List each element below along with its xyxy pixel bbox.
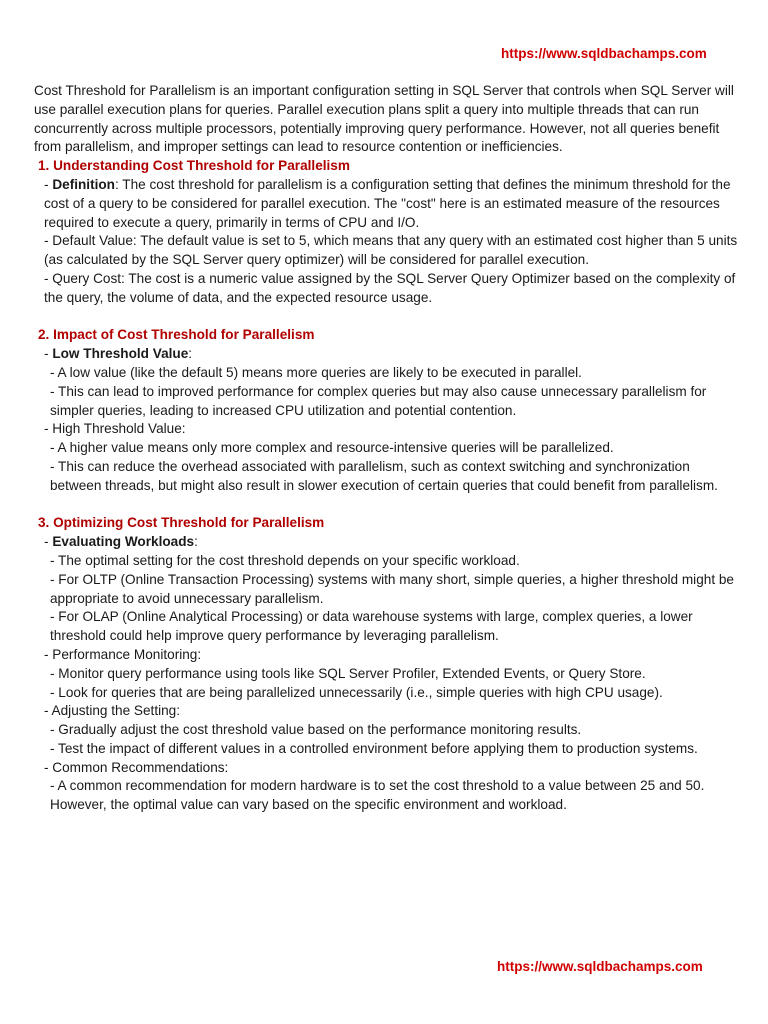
header-url-link[interactable]: https://www.sqldbachamps.com [501, 46, 707, 61]
section-understanding [34, 157, 738, 307]
section-impact [34, 326, 738, 495]
list-item: - For OLAP (Online Analytical Processing) or data warehouse systems with large, complex queries, a lower threshold could help improve query performance by leveraging parallelism. [50, 609, 693, 644]
adjusting-setting-label: - Adjusting the Setting: [44, 703, 181, 719]
list-item: - A higher value means only more complex and resource-intensive queries will be parallelized. [50, 440, 614, 456]
document-body [34, 82, 738, 834]
intro-paragraph: Cost Threshold for Parallelism is an important configuration setting in SQL Server that controls when SQL Server will use parallel execution plans for queries. Parallel execution plans split a query into multiple threads that can run concurrently across multiple processors, potentially improving query performance. However, not all queries benefit from parallelism, and improper settings can lead to resource contention or inefficiencies. [34, 83, 734, 155]
definition-text: : The cost threshold for parallelism is a configuration setting that defines the minimum threshold for the cost of a query to be considered for parallel execution. The "cost" here is an estimated measure of the resources required to execute a query, primarily in terms of CPU and I/O. [44, 176, 731, 230]
section-3-heading: 3. Optimizing Cost Threshold for Parallelism [38, 515, 325, 531]
list-item: - A low value (like the default 5) means more queries are likely to be executed in parallel. [50, 364, 582, 380]
definition-term: Definition [52, 176, 115, 192]
evaluating-workloads-term: Evaluating Workloads [52, 534, 195, 550]
list-item: - Look for queries that are being parallelized unnecessarily (i.e., simple queries with high CPU usage). [50, 684, 663, 700]
low-threshold-label: - Low Threshold Value: [44, 346, 193, 362]
low-threshold-term: Low Threshold Value [52, 346, 189, 362]
list-item: - This can reduce the overhead associated with parallelism, such as context switching and synchronization between threads, but might also result in slower execution of certain queries that could benefit from parallelism. [50, 458, 718, 493]
list-item: - Gradually adjust the cost threshold value based on the performance monitoring results. [50, 722, 582, 738]
list-item: - This can lead to improved performance for complex queries but may also cause unnecessary parallelism for simpler queries, leading to increased CPU utilization and potential contention. [50, 383, 707, 418]
common-recommendations-label: - Common Recommendations: [44, 759, 229, 775]
performance-monitoring-label: - Performance Monitoring: [44, 646, 202, 662]
list-item: - The optimal setting for the cost threshold depends on your specific workload. [50, 552, 520, 568]
section-optimizing [34, 514, 738, 815]
list-item: - Test the impact of different values in a controlled environment before applying them to production systems. [50, 740, 698, 756]
query-cost-paragraph: - Query Cost: The cost is a numeric value assigned by the SQL Server Query Optimizer based on the complexity of the query, the volume of data, and the expected resource usage. [44, 270, 736, 305]
list-item: - Monitor query performance using tools like SQL Server Profiler, Extended Events, or Query Store. [50, 665, 646, 681]
low-threshold-colon: : [188, 346, 193, 362]
list-item: - A common recommendation for modern hardware is to set the cost threshold to a value between 25 and 50. However, the optimal value can vary based on the specific environment and workload. [50, 778, 705, 813]
list-item: - For OLTP (Online Transaction Processing) systems with many short, simple queries, a higher threshold might be appropriate to avoid unnecessary parallelism. [50, 571, 734, 606]
definition-paragraph: - Definition: The cost threshold for parallelism is a configuration setting that defines the minimum threshold for the cost of a query to be considered for parallel execution. The "cost" here is an estimated measure of the resources required to execute a query, primarily in terms of CPU and I/O. [44, 176, 731, 230]
evaluating-workloads-label: - Evaluating Workloads: [44, 534, 198, 550]
default-value-paragraph: - Default Value: The default value is set to 5, which means that any query with an estimated cost higher than 5 units (as calculated by the SQL Server query optimizer) will be considered for parallel execution. [44, 233, 738, 268]
section-2-heading: 2. Impact of Cost Threshold for Parallelism [38, 327, 315, 343]
section-1-heading: 1. Understanding Cost Threshold for Parallelism [38, 158, 350, 174]
evaluating-workloads-colon: : [194, 534, 198, 550]
high-threshold-label: - High Threshold Value: [44, 421, 186, 437]
footer-url-link[interactable]: https://www.sqldbachamps.com [497, 959, 703, 974]
